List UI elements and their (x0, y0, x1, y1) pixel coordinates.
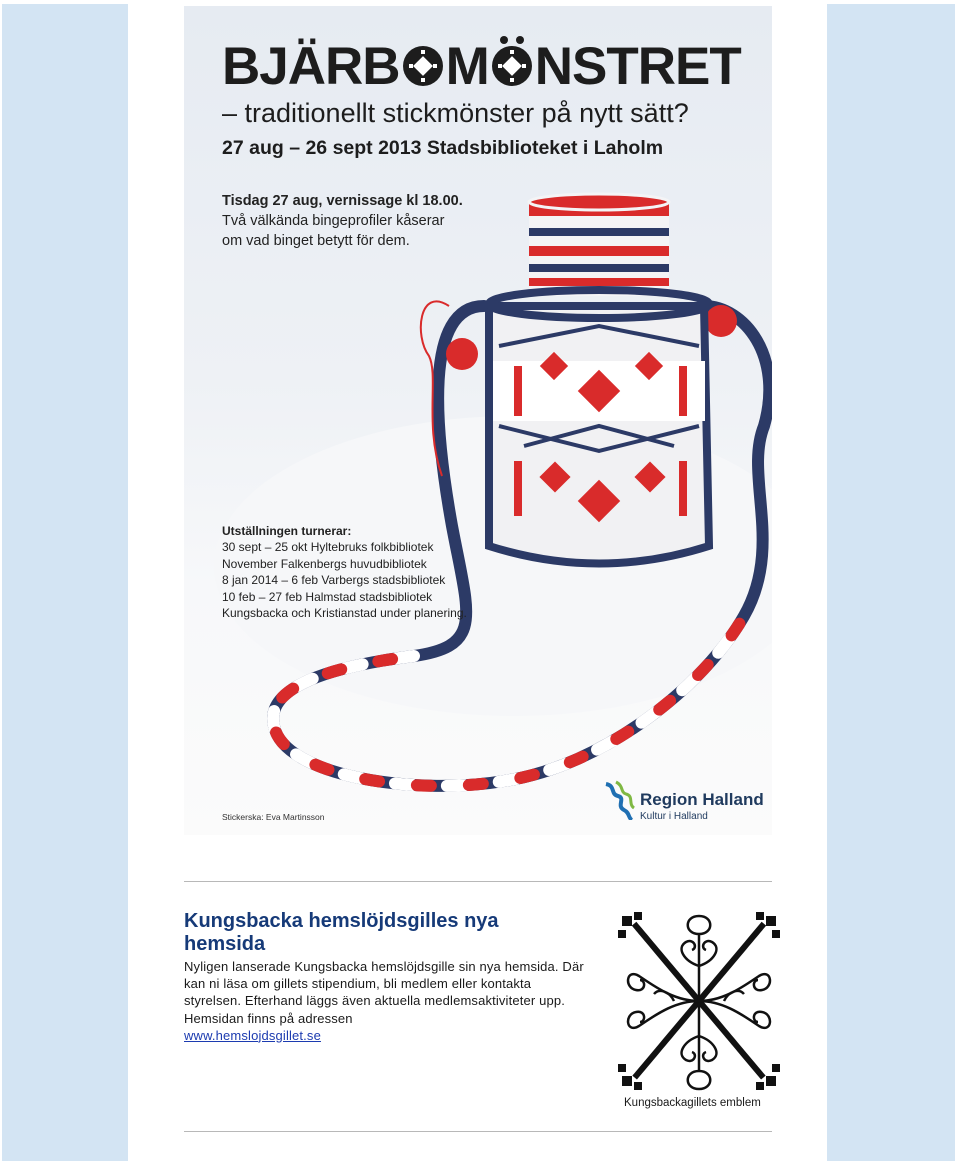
tour-heading: Utställningen turnerar: (222, 524, 352, 538)
poster-tour-info (222, 523, 467, 621)
knit-pattern-o-umlaut-icon (490, 36, 534, 88)
article-text: Nyligen lanserade Kungsbacka hemslöjdsgille sin nya hemsida. Där kan ni läsa om gillets stipendium, bli medlem eller kontakta styrelsen. Efterhand läggs även aktuella medlemsaktiviteter upp. Hemsidan finns på adressen (184, 959, 584, 1026)
event-line: om vad binget betytt för dem. (222, 233, 410, 249)
poster-event-info (222, 191, 463, 251)
tour-line: 8 jan 2014 – 6 feb Varbergs stadsbibliotek (222, 573, 446, 588)
region-halland-logo (602, 780, 764, 825)
tour-line: 10 feb – 27 feb Halmstad stadsbibliotek (222, 589, 433, 604)
event-line: Två välkända bingeprofiler kåserar (222, 213, 445, 229)
website-link[interactable]: www.hemslojdsgillet.se (184, 1027, 321, 1043)
poster-dates: 27 aug – 26 sept 2013 Stadsbiblioteket i Laholm (222, 137, 664, 159)
left-side-panel (2, 4, 128, 1161)
poster-subtitle: – traditionellt stickmönster på nytt sätt? (222, 98, 689, 128)
news-article (184, 910, 584, 1044)
knitted-bag-illustration (184, 6, 772, 835)
logo-subtitle: Kultur i Halland (640, 811, 708, 822)
region-halland-icon (602, 780, 638, 820)
newsletter-page (128, 0, 827, 1165)
divider-bottom (184, 1131, 772, 1132)
event-line: Tisdag 27 aug, vernissage kl 18.00. (222, 193, 463, 209)
article-title: Kungsbacka hemslöjdsgilles nya hemsida (184, 910, 499, 955)
poster-title: BJÄRB M NSTRET (222, 37, 741, 96)
right-side-panel (827, 4, 955, 1161)
poster-credit: Stickerska: Eva Martinsson (222, 812, 325, 822)
exhibition-poster (184, 6, 772, 835)
guild-emblem-image (614, 906, 784, 1096)
emblem-caption: Kungsbackagillets emblem (624, 1097, 761, 1109)
tour-line: 30 sept – 25 okt Hyltebruks folkbibliotek (222, 540, 434, 555)
tour-line: November Falkenbergs huvudbibliotek (222, 556, 427, 571)
knit-pattern-o-icon (401, 44, 445, 88)
article-body (184, 958, 584, 1044)
tour-line: Kungsbacka och Kristianstad under planering. (222, 606, 467, 621)
divider-top (184, 881, 772, 882)
logo-name: Region Halland (640, 790, 764, 809)
